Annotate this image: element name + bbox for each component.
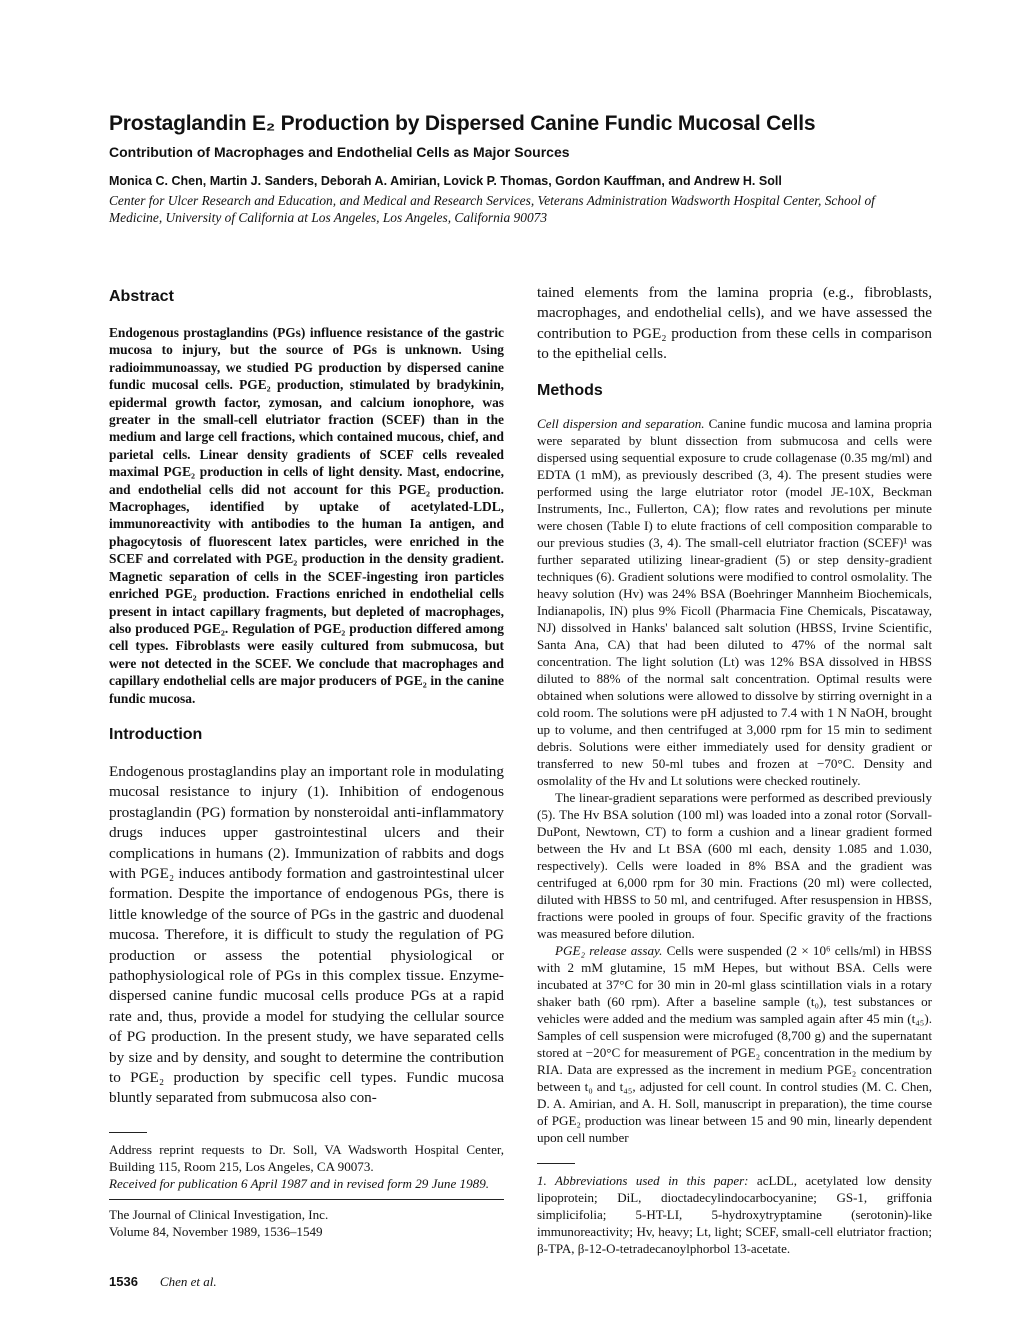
methods-paragraph-3: [537, 942, 932, 1146]
abstract-heading: Abstract: [109, 288, 174, 305]
methods-paragraph-2: The linear-gradient separations were performed as described previously (5). The Hv BSA solution (100 ml) was loaded into a zonal rotor (Sorvall-DuPont, Newtown, CT) to form a cushion and a linear gradient formed between the Hv and Lt BSA (600 ml each, density 1.085 and 1.030, respectively). Cells were loaded in 8% BSA and the gradient was centrifuged at 6,000 rpm for 30 min. Fractions (20 ml) were collected, diluted with HBSS to 50 ml, and centrifuged. After resuspension in HBSS, fractions were pooled in groups of four. Specific gravity of the fractions was measured before dilution.: [537, 789, 932, 941]
footnote-divider: [109, 1132, 147, 1133]
journal-volume: Volume 84, November 1989, 1536–1549: [109, 1224, 323, 1239]
cell-dispersion-subheading: Cell dispersion and separation.: [537, 415, 705, 431]
journal-divider: [109, 1199, 504, 1200]
introduction-text: Endogenous prostaglandins play an important role in modulating mucosal resistance to injury (1). Inhibition of endogenous prostaglandin (PG) formation by nonsteroidal anti-inflammatory drugs induces upper gastrointestinal ulcers and their complications in humans (2). Immunization of rabbits and dogs with PGE₂ induces antibody formation and gastrointestinal ulcer formation. Despite the importance of endogenous PGs, there is little knowledge of the source of PGs in the gastric and duodenal mucosa. Therefore, it is difficult to study the regulation of PG production or assess the potential physiological or pathophysiological role of PGs in this complex tissue. Enzyme-dispersed canine fundic mucosal cells produce PGs at a rapid rate and, thus, provide a model for studying the cellular source of PG production. In the present study, we have separated cells by size and by density, and sought to determine the contribution to PGE₂ production by specific cell types. Fundic mucosa bluntly separated from submucosa also con-: [109, 762, 504, 1107]
introduction-continuation: tained elements from the lamina propria (e.g., fibroblasts, macrophages, and endothelial cells), and we have assessed the contribution to PGE₂ production from these cells in comparison to the epithelial cells.: [537, 284, 932, 363]
affiliation: Center for Ulcer Research and Education, and Medical and Research Services, Veterans Administration Wadsworth Hospital Center, School of Medicine, University of California at Los Angeles, Los Angeles, California 90073: [109, 193, 875, 225]
abbreviations-footnote-block: [537, 1163, 932, 1257]
article-title: Prostaglandin E₂ Production by Dispersed Canine Fundic Mucosal Cells: [109, 112, 816, 135]
footnote-heading: 1. Abbreviations used in this paper:: [537, 1173, 749, 1188]
journal-name: The Journal of Clinical Investigation, Inc.: [109, 1207, 329, 1222]
page-number: 1536: [109, 1274, 138, 1289]
address-text: Address reprint requests to Dr. Soll, VA Wadsworth Hospital Center, Building 115, Room 215, Los Angeles, CA 90073.: [109, 1142, 504, 1174]
reprint-address: [109, 1141, 504, 1192]
article-subtitle: Contribution of Macrophages and Endothelial Cells as Major Sources: [109, 144, 570, 160]
release-assay-text: Cells were suspended (2 × 10⁶ cells/ml) in HBSS with 2 mM glutamine, 15 mM Hepes, but without BSA. Cells were incubated at 37°C for 30 min in 20-ml glass scintillation vials in a rotary shaker bath (60 rpm). After a baseline sample (t₀), test substances or vehicles were added and the medium was sampled again after 45 min (t₄₅). Samples of cell suspension were microfuged (8,700 g) and the supernatant stored at −20°C for measurement of PGE₂ concentration in the medium by RIA. Data are expressed as the increment in medium PGE₂ concentration between t₀ and t₄₅, adjusted for cell count. In control studies (M. C. Chen, D. A. Amirian, and A. H. Soll, manuscript in preparation), the time course of PGE₂ production was linear between 15 and 90 min, linearly dependent upon cell number: [537, 942, 932, 1145]
introduction-heading: Introduction: [109, 725, 203, 743]
release-assay-subheading: PGE₂ release assay.: [555, 942, 663, 958]
methods-paragraph-1: [537, 415, 932, 789]
page-footer: [109, 1274, 217, 1290]
article-header: [109, 112, 929, 226]
cell-dispersion-text: Canine fundic mucosa and lamina propria were separated by blunt dissection from submucosa and cells were dispersed using sequential exposure to crude collagenase (0.35 mg/ml) and EDTA (1 mM), as previously described (3, 4). The present studies were performed using the large elutriator rotor (model JE-10X, Beckman Instruments, Inc., Fullerton, CA); flow rates and revolutions per minute were chosen (Table I) to elute fractions of cell composition comparable to our previous studies (3, 4). The small-cell elutriator fraction (SCEF)¹ was further separated utilizing linear-gradient (5) or step density-gradient techniques (6). Gradient solutions were modified to control osmolality. The heavy solution (Hv) was 24% BSA (Boehringer Mannheim Biochemicals, Indianapolis, IN) plus 9% Ficoll (Pharmacia Fine Chemicals, Piscataway, NJ) dissolved in Hanks' balanced salt solution (HBSS, Irvine Scientific, Santa Ana, CA) that had been diluted to 47% of the normal salt concentration. The light solution (Lt) was 12% BSA dissolved in HBSS diluted to 88% of the normal salt concentration. Optimal results were obtained when solutions were allowed to dissolve by stirring overnight in a cold room. The solutions were pH adjusted to 7.4 with 1 N NaOH, brought up to volume, and then centrifuged at 3,000 rpm for 15 min to sediment debris. Solutions were either immediately used for density gradient or transferred to new 50-ml tubes and frozen at −70°C. Density and osmolality of the Hv and Lt solutions were checked routinely.: [537, 415, 932, 788]
right-column: [537, 283, 932, 1146]
footnote-text: acLDL, acetylated low density lipoprotein; DiL, dioctadecylindocarbocyanine; GS-1, griffonia simplicifolia; 5-HT-LI, 5-hydroxytryptamine (serotonin)-like immunoreactivity; Hv, heavy; Lt, light; SCEF, small-cell elutriator fraction; β-TPA, β-12-O-tetradecanoylphorbol 13-acetate.: [537, 1173, 932, 1256]
correspondence-block: [109, 1132, 504, 1240]
abstract-text: Endogenous prostaglandins (PGs) influence resistance of the gastric mucosa to injury, but the source of PGs is unknown. Using radioimmunoassay, we studied PG production by dispersed canine fundic mucosal cells. PGE₂ production, stimulated by bradykinin, epidermal growth factor, zymosan, and calcium ionophore, was greater in the small-cell elutriator fraction (SCEF) than in the medium and large cell fractions, which contained mucous, chief, and parietal cells. Linear density gradients of SCEF cells revealed maximal PGE₂ production in cells of light density. Mast, endocrine, and endothelial cells did not account for this PGE₂ production. Macrophages, identified by uptake of acetylated-LDL, immunoreactivity with antibodies to the human Ia antigen, and phagocytosis of fluorescent latex particles, were enriched in the SCEF and correlated with PGE₂ production in the density gradient. Magnetic separation of cells in the SCEF-ingesting iron particles enriched PGE₂ production. Fractions enriched in endothelial cells present in intact capillary fragments, but depleted of macrophages, also produced PGE₂. Regulation of PGE₂ production differed among cell types. Fibroblasts were easily cultured from submucosa, but were not detected in the SCEF. We conclude that macrophages and capillary endothelial cells are major producers of PGE₂ in the canine fundic mucosa.: [109, 325, 504, 706]
methods-heading: Methods: [537, 381, 603, 399]
left-column: [109, 283, 504, 1109]
running-title: Chen et al.: [159, 1274, 217, 1289]
footnote-divider-right: [537, 1163, 575, 1164]
journal-info: [109, 1206, 504, 1240]
received-date: Received for publication 6 April 1987 and in revised form 29 June 1989.: [109, 1176, 490, 1191]
author-list: Monica C. Chen, Martin J. Sanders, Deborah A. Amirian, Lovick P. Thomas, Gordon Kauffman, and Andrew H. Soll: [109, 174, 782, 188]
abbreviations-footnote: [537, 1172, 932, 1257]
